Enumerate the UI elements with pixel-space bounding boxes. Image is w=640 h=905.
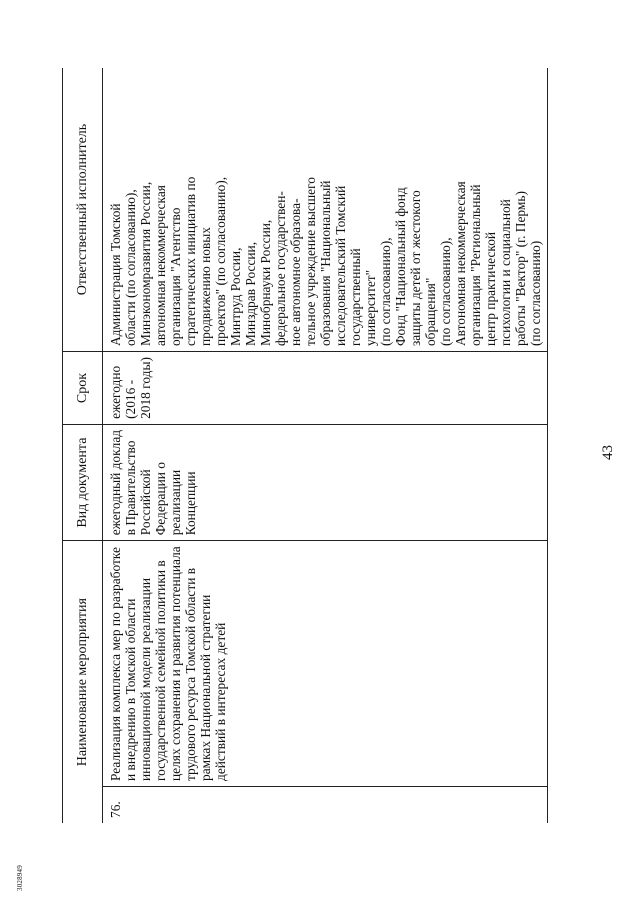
responsible-line: Минтруд России, — [228, 247, 243, 347]
responsible-line: ное автономное образова- — [288, 198, 303, 347]
responsible-line: (по согласованию), — [438, 237, 453, 347]
responsible-line: защиты детей от жестокого — [408, 190, 423, 347]
document-type-line: Концепции — [183, 471, 198, 536]
activity-name-line: Реализация комплекса мер по разработке — [108, 547, 123, 781]
header-activity-name: Наименование мероприятия — [63, 541, 103, 823]
activity-name-line: и внедрению в Томской области — [123, 598, 138, 781]
activity-name-line: действий в интересах детей — [213, 622, 228, 781]
document-type-line: ежегодный доклад — [108, 429, 123, 536]
responsible-line: образования "Национальный — [318, 180, 333, 347]
table-row — [103, 68, 548, 823]
responsible-line: государственный — [348, 248, 363, 347]
document-type-line: Российской — [138, 469, 153, 536]
deadline-line: 2018 годы) — [138, 357, 153, 419]
responsible-line: области (по согласованию), — [123, 189, 138, 347]
responsible-line: федеральное государствен- — [273, 191, 288, 347]
header-deadline: Срок — [63, 352, 103, 425]
responsible-line: проектов" (по согласованию), — [213, 176, 228, 347]
responsible-line: организация "Агентство — [168, 207, 183, 347]
document-type-line: реализации — [168, 469, 183, 536]
responsible-line: работы "Вектор" (г. Пермь) — [513, 191, 528, 347]
responsible-line: Автономная некоммерческая — [453, 181, 468, 347]
document-type-cell — [103, 424, 548, 540]
activity-name-cell — [103, 541, 548, 787]
responsible-line: Минобрнауки России, — [258, 219, 273, 347]
responsible-line: стратегических инициатив по — [183, 176, 198, 347]
document-type-line: Федерации о — [153, 462, 168, 536]
responsible-line: исследовательский Томский — [333, 185, 348, 347]
responsible-line: Минздрав России, — [243, 241, 258, 347]
responsible-line: обращения" — [423, 277, 438, 347]
row-number: 76. — [108, 801, 123, 818]
activity-name-line: целях сохранения и развития потенциала — [168, 546, 183, 781]
deadline-line: (2016 - — [123, 379, 138, 419]
page-number: 43 — [600, 445, 616, 460]
activity-name-line: государственной семейной политики в — [153, 560, 168, 781]
document-type-line: в Правительство — [123, 440, 138, 536]
responsible-line: продвижению новых — [198, 226, 213, 347]
table-header-row — [63, 68, 103, 823]
responsible-line: Минэкономразвития России, — [138, 181, 153, 347]
responsible-line: центр практической — [483, 231, 498, 347]
header-document-type: Вид документа — [63, 424, 103, 540]
deadline-cell — [103, 352, 548, 425]
activity-name-line: трудового ресурса Томской области в — [183, 567, 198, 781]
responsible-line: (по согласованию) — [528, 240, 543, 347]
responsible-line: университет" — [363, 269, 378, 347]
activity-name-line: рамках Национальной стратегии — [198, 594, 213, 781]
responsible-line: организация "Региональный — [468, 184, 483, 347]
document-code: 3028949 — [16, 865, 24, 891]
action-plan-table — [62, 68, 548, 823]
header-responsible: Ответственный исполнитель — [63, 68, 103, 352]
responsible-line: автономная некоммерческая — [153, 185, 168, 347]
responsible-line: тельное учреждение высшего — [303, 177, 318, 347]
responsible-line: Фонд "Национальный фонд — [393, 187, 408, 347]
responsible-cell — [103, 68, 548, 352]
responsible-line: психологии и социальной — [498, 199, 513, 347]
deadline-line: ежегодно — [108, 365, 123, 419]
responsible-line: Администрация Томской — [108, 203, 123, 347]
activity-name-line: инновационной модели реализации — [138, 577, 153, 781]
responsible-line: (по согласованию), — [378, 237, 393, 347]
